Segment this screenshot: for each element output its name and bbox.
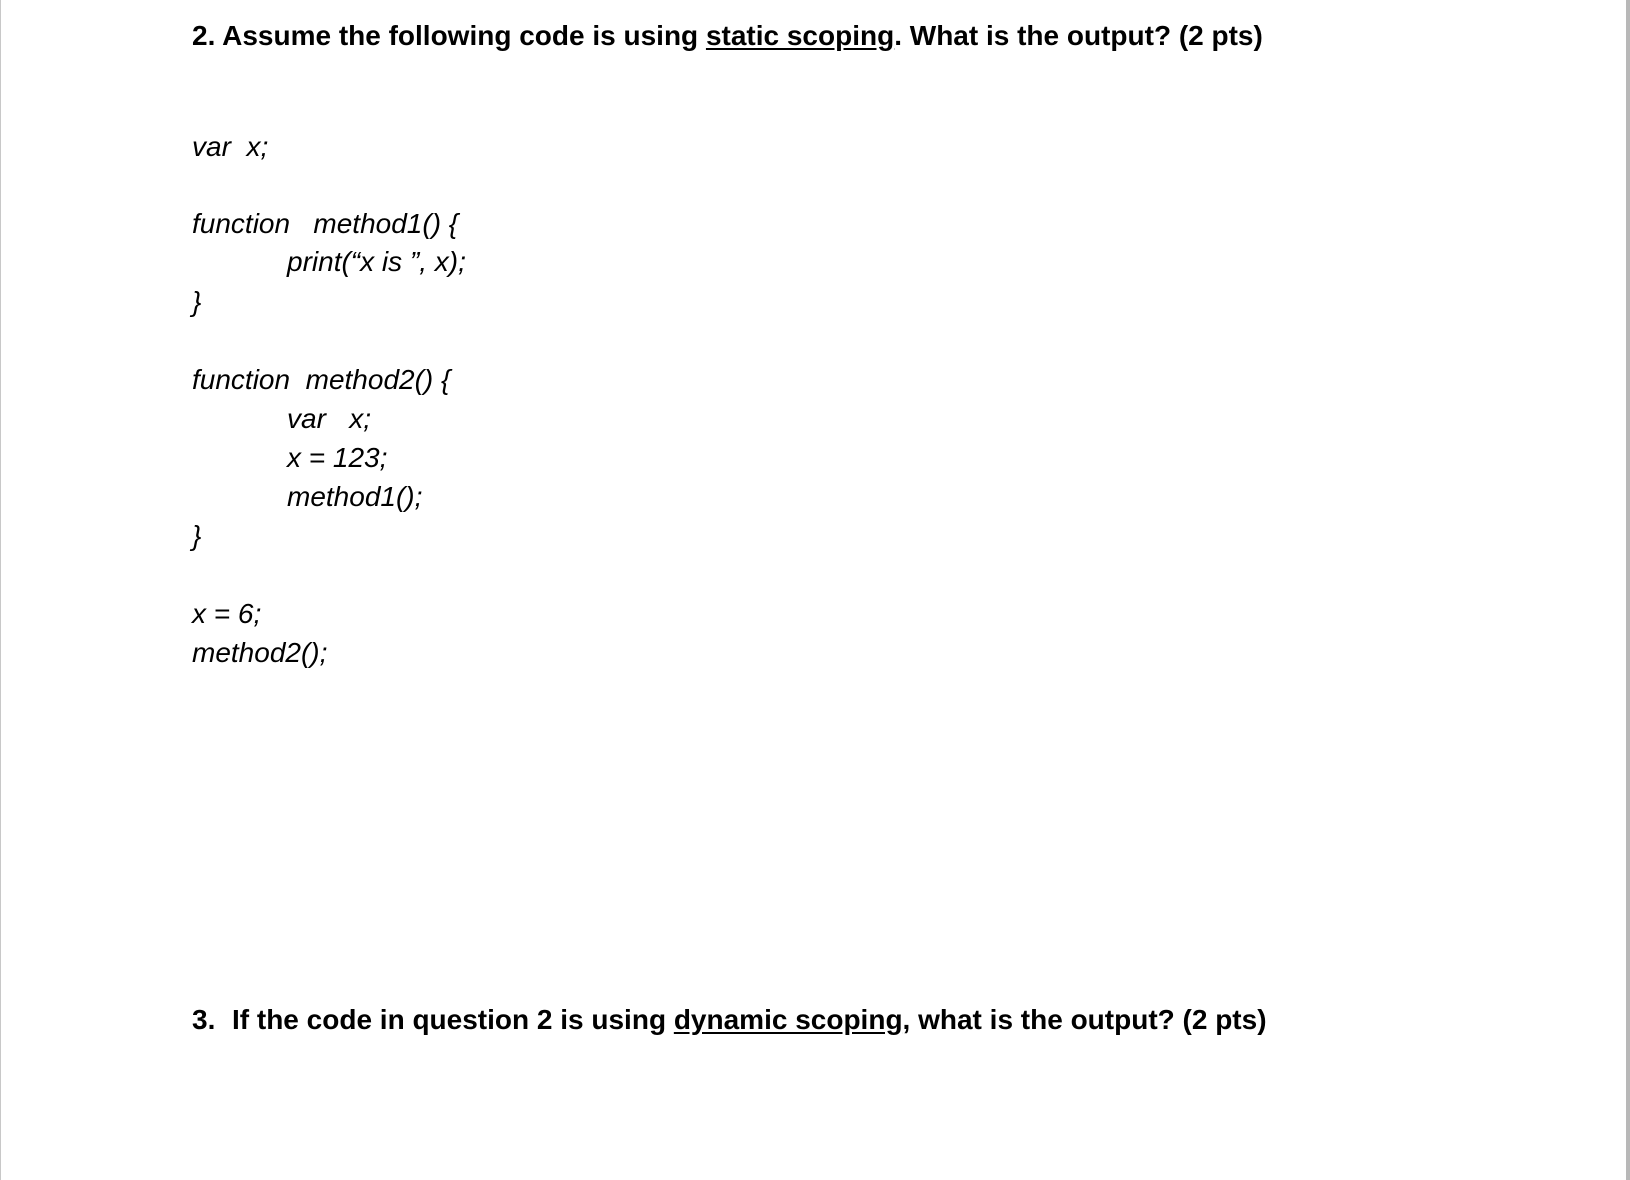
code-line-method1-declaration: function method1() { xyxy=(192,208,459,239)
question-2-text-start: Assume the following code is using xyxy=(215,20,706,51)
code-line-method1-close: } xyxy=(192,286,202,317)
code-line-assign-123: x = 123; xyxy=(287,442,388,473)
code-line-var-x: var x; xyxy=(192,131,269,162)
question-2-number: 2. xyxy=(192,20,216,51)
question-3-underlined-term: dynamic scoping xyxy=(673,1004,903,1035)
question-2 xyxy=(192,18,1263,54)
page-right-edge xyxy=(1626,0,1630,1180)
question-2-text-end: . What is the output? (2 pts) xyxy=(894,20,1263,51)
question-3-number: 3. xyxy=(192,1004,216,1035)
question-3 xyxy=(192,1002,1267,1038)
code-line-local-var-x: var x; xyxy=(287,403,372,434)
code-line-method2-close: } xyxy=(192,520,202,551)
code-line-print: print(“x is ”, x); xyxy=(287,246,466,277)
code-line-call-method2: method2(); xyxy=(192,637,328,668)
page-left-edge xyxy=(0,0,1,1180)
question-3-text-end: , what is the output? (2 pts) xyxy=(902,1004,1267,1035)
code-line-assign-6: x = 6; xyxy=(192,598,262,629)
code-line-call-method1: method1(); xyxy=(287,481,423,512)
question-2-underlined-term: static scoping xyxy=(705,20,895,51)
question-3-text-start: If the code in question 2 is using xyxy=(232,1004,674,1035)
code-line-method2-declaration: function method2() { xyxy=(192,364,451,395)
